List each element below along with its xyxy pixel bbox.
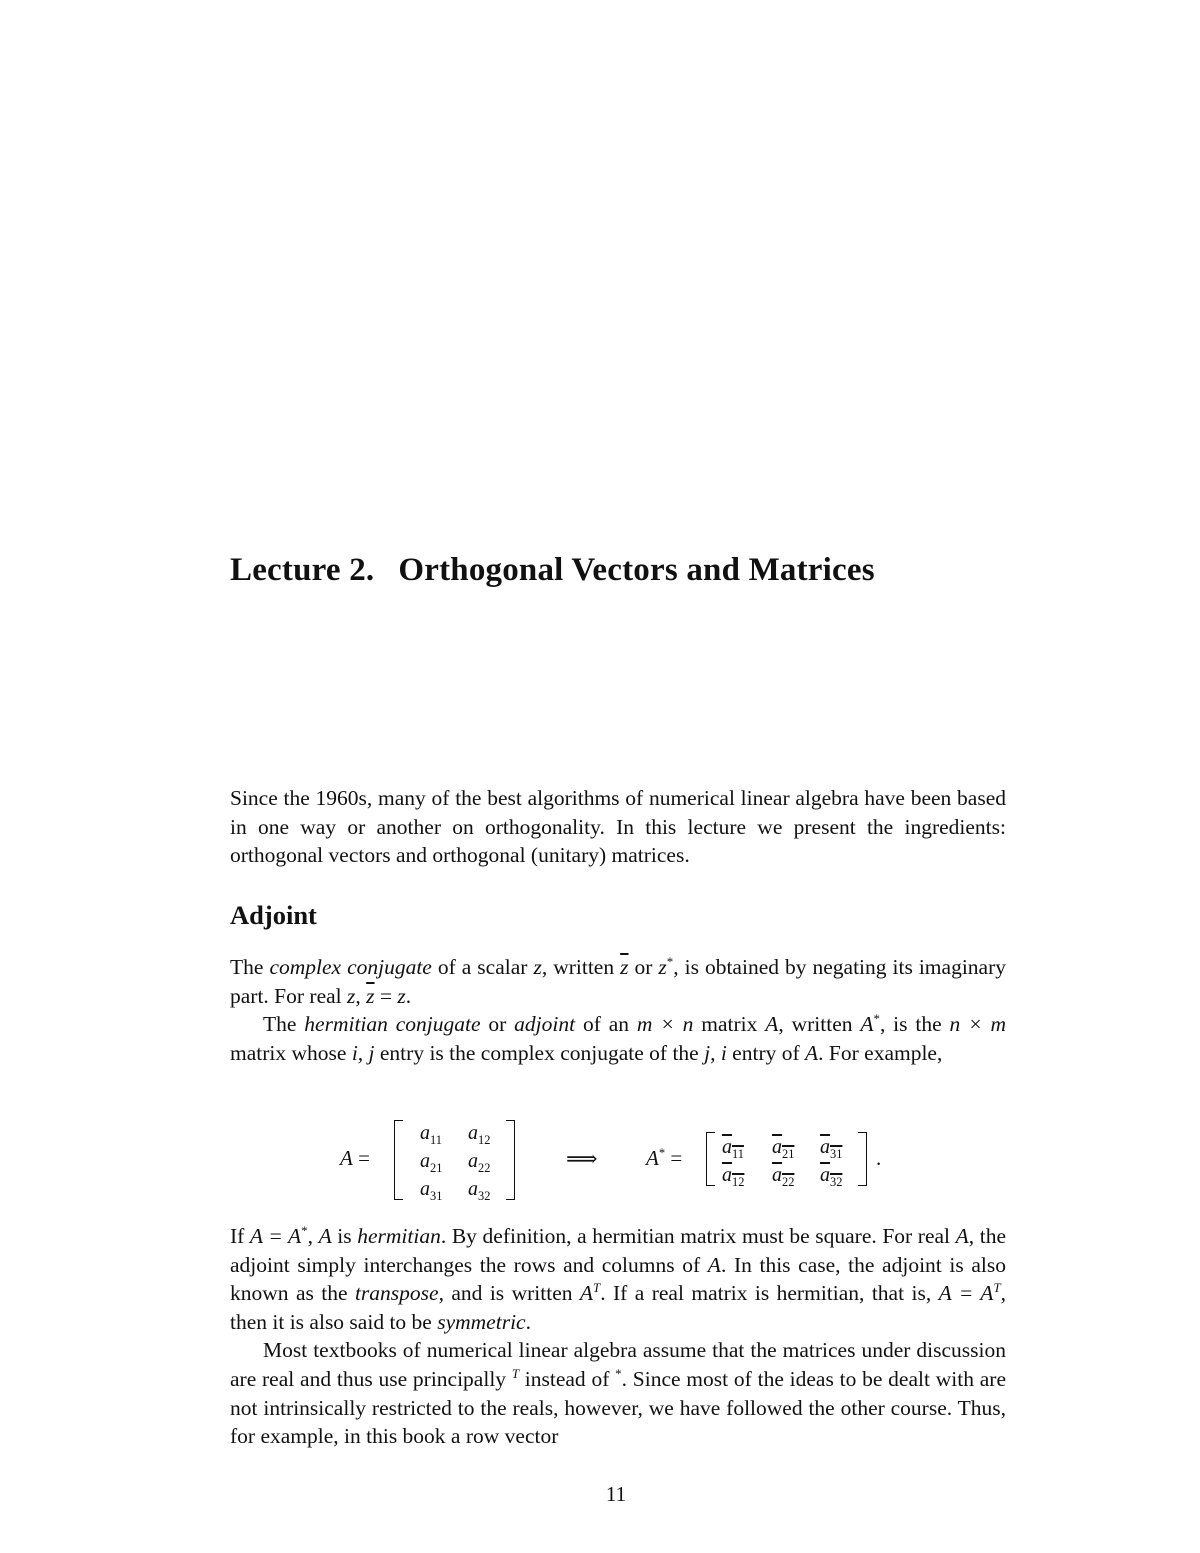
paragraph-hermitian-definition: If A = A*, A is hermitian. By definition, a hermitian matrix must be square. For real A, the adjoint simply interchanges the rows and columns of A. In this case, the adjoint is also known as the transpose, and is written $A^T$. If a real matrix is hermitian, that is, $A = A^T$, then it is also said to be symmetric. bbox=[230, 1223, 1007, 1334]
section-heading: Adjoint bbox=[230, 900, 317, 930]
paragraph-complex-conjugate: The complex conjugate of a scalar z, written $\overline{z}$ or z*, is obtained by negating its imaginary part. For real z, $\overline{z} = z$. bbox=[230, 954, 1006, 1008]
rhs-A-star-equals: A* = bbox=[646, 1146, 683, 1170]
matrix-entry: $a_{22}$ bbox=[468, 1150, 491, 1175]
matrix-entry: $a_{21}$ bbox=[420, 1150, 443, 1175]
lecture-title-text: Orthogonal Vectors and Matrices bbox=[398, 552, 875, 588]
matrix-example-equation bbox=[340, 1116, 900, 1208]
right-bracket-Astar bbox=[858, 1132, 867, 1186]
matrix-entry: $a_{32}$ bbox=[468, 1178, 491, 1203]
right-bracket-A bbox=[506, 1120, 515, 1200]
intro-paragraph: Since the 1960s, many of the best algorithms of numerical linear algebra have been based in one way or another on orthogonality. In this lecture we present the ingredients: orthogonal vectors and orthogonal (unitary) matrices. bbox=[230, 786, 1006, 868]
matrix-entry: $a_{32}$ bbox=[820, 1164, 843, 1189]
adjoint-body-continued bbox=[230, 1222, 1006, 1451]
lhs-A-equals: A = bbox=[340, 1146, 370, 1170]
matrix-entry: $a_{31}$ bbox=[420, 1178, 443, 1203]
left-bracket-Astar bbox=[706, 1132, 715, 1186]
lecture-number: Lecture 2. bbox=[230, 552, 375, 588]
paragraph-hermitian-conjugate: The hermitian conjugate or adjoint of an m × n matrix A, written A*, is the n × m matrix whose i, j entry is the complex conjugate of the j, i entry of A. For example, bbox=[230, 1012, 1007, 1065]
matrix-entry: $a_{11}$ bbox=[722, 1136, 744, 1161]
implies-arrow: ⟹ bbox=[566, 1146, 598, 1171]
matrix-entry: $a_{31}$ bbox=[820, 1136, 843, 1161]
matrix-entry: $a_{22}$ bbox=[772, 1164, 795, 1189]
matrix-entry: $a_{21}$ bbox=[772, 1136, 795, 1161]
adjoint-body bbox=[230, 953, 1006, 1067]
left-bracket-A bbox=[394, 1120, 403, 1200]
matrix-entry: $a_{12}$ bbox=[722, 1164, 745, 1189]
matrix-entry: $a_{12}$ bbox=[468, 1122, 491, 1147]
lecture-title bbox=[230, 552, 875, 589]
matrix-entry: $a_{11}$ bbox=[420, 1122, 442, 1147]
equation-period: . bbox=[876, 1146, 882, 1170]
page-number: 11 bbox=[605, 1482, 627, 1506]
paragraph-textbooks: Most textbooks of numerical linear algebra assume that the matrices under discussion are real and thus use principally $^T$ instead of *. Since most of the ideas to be dealt with are not intrinsically restricted to the reals, however, we have followed the other course. Thus, for example, in this book a row vector bbox=[230, 1338, 1006, 1449]
